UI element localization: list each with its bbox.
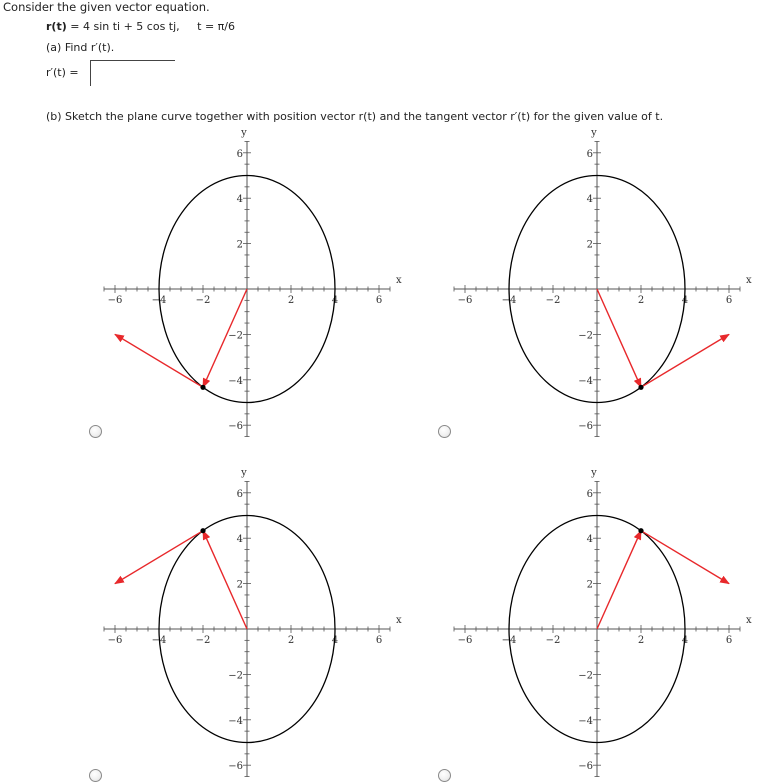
position-vector (597, 531, 641, 629)
x-tick-label: −6 (107, 295, 123, 306)
y-axis-label: y (241, 127, 247, 139)
y-tick-label: −2 (228, 670, 243, 682)
x-tick-label: 6 (725, 635, 733, 646)
y-tick-label: 2 (236, 239, 243, 251)
x-tick-label: 2 (637, 295, 645, 306)
graph-option-b (440, 127, 760, 433)
x-tick-label: −2 (195, 295, 211, 306)
x-axis-label: x (396, 275, 402, 286)
x-tick-label: 4 (681, 295, 689, 306)
x-axis-label: x (746, 615, 752, 626)
y-axis-label: y (241, 467, 247, 479)
answer-label: r′(t) = (46, 66, 79, 79)
equation-lhs: r(t) (46, 20, 67, 33)
y-tick-label: −2 (578, 330, 593, 342)
y-tick-label: −4 (578, 375, 593, 387)
y-tick-label: 6 (586, 148, 593, 160)
x-tick-label: 2 (287, 635, 295, 646)
x-tick-label: −6 (457, 635, 473, 646)
option-a-radio[interactable] (89, 425, 102, 438)
y-tick-label: 2 (236, 579, 243, 591)
equation-t-value: t = π/6 (197, 20, 236, 33)
y-tick-label: 6 (236, 488, 243, 500)
x-tick-label: −4 (501, 635, 517, 646)
x-tick-label: −4 (151, 295, 167, 306)
x-tick-label: 6 (725, 295, 733, 306)
x-axis-label: x (746, 275, 752, 286)
tangent-vector (115, 334, 203, 387)
y-tick-label: −4 (228, 715, 243, 727)
x-axis-label: x (396, 615, 402, 626)
position-vector (597, 289, 641, 387)
y-tick-label: −2 (228, 330, 243, 342)
y-tick-label: −6 (578, 761, 593, 773)
x-tick-label: −4 (151, 635, 167, 646)
x-tick-label: −2 (545, 295, 561, 306)
y-tick-label: −6 (228, 421, 243, 433)
part-a-label: (a) Find r′(t). (46, 41, 115, 54)
vector-equation (46, 20, 235, 33)
equation-equals: = (70, 20, 80, 33)
graph-option-d (440, 467, 760, 773)
curve-point (638, 385, 643, 390)
tangent-vector (115, 531, 203, 584)
option-c-radio[interactable] (89, 769, 102, 782)
y-tick-label: −2 (578, 670, 593, 682)
curve-point (200, 528, 205, 533)
x-tick-label: 2 (637, 635, 645, 646)
curve-point (200, 385, 205, 390)
y-tick-label: 2 (586, 239, 593, 251)
x-tick-label: 2 (287, 295, 295, 306)
x-tick-label: 4 (331, 635, 339, 646)
y-tick-label: 4 (236, 534, 243, 546)
x-tick-label: 6 (375, 295, 383, 306)
x-tick-label: −6 (457, 295, 473, 306)
x-tick-label: 6 (375, 635, 383, 646)
x-tick-label: −4 (501, 295, 517, 306)
y-axis-label: y (591, 467, 597, 479)
curve-point (638, 528, 643, 533)
y-tick-label: 4 (586, 194, 593, 206)
x-tick-label: 4 (681, 635, 689, 646)
y-tick-label: 4 (586, 534, 593, 546)
part-b-label: (b) Sketch the plane curve together with position vector r(t) and the tangent vector r′(t) for the given value of t. (46, 110, 664, 123)
y-tick-label: 6 (586, 488, 593, 500)
graph-option-a (90, 127, 410, 433)
x-tick-label: −6 (107, 635, 123, 646)
y-tick-label: −4 (578, 715, 593, 727)
option-d-radio[interactable] (438, 769, 451, 782)
y-tick-label: −6 (228, 761, 243, 773)
tangent-vector (641, 531, 729, 584)
equation-rhs: 4 sin ti + 5 cos tj, (82, 20, 180, 33)
x-tick-label: −2 (195, 635, 211, 646)
y-tick-label: 4 (236, 194, 243, 206)
y-tick-label: 6 (236, 148, 243, 160)
graph-option-c (90, 467, 410, 773)
tangent-vector (641, 334, 729, 387)
y-tick-label: −6 (578, 421, 593, 433)
y-tick-label: −4 (228, 375, 243, 387)
y-axis-label: y (591, 127, 597, 139)
option-b-radio[interactable] (438, 425, 451, 438)
x-tick-label: 4 (331, 295, 339, 306)
x-tick-label: −2 (545, 635, 561, 646)
derivative-answer-input[interactable] (90, 60, 175, 86)
intro-text: Consider the given vector equation. (3, 0, 210, 14)
y-tick-label: 2 (586, 579, 593, 591)
